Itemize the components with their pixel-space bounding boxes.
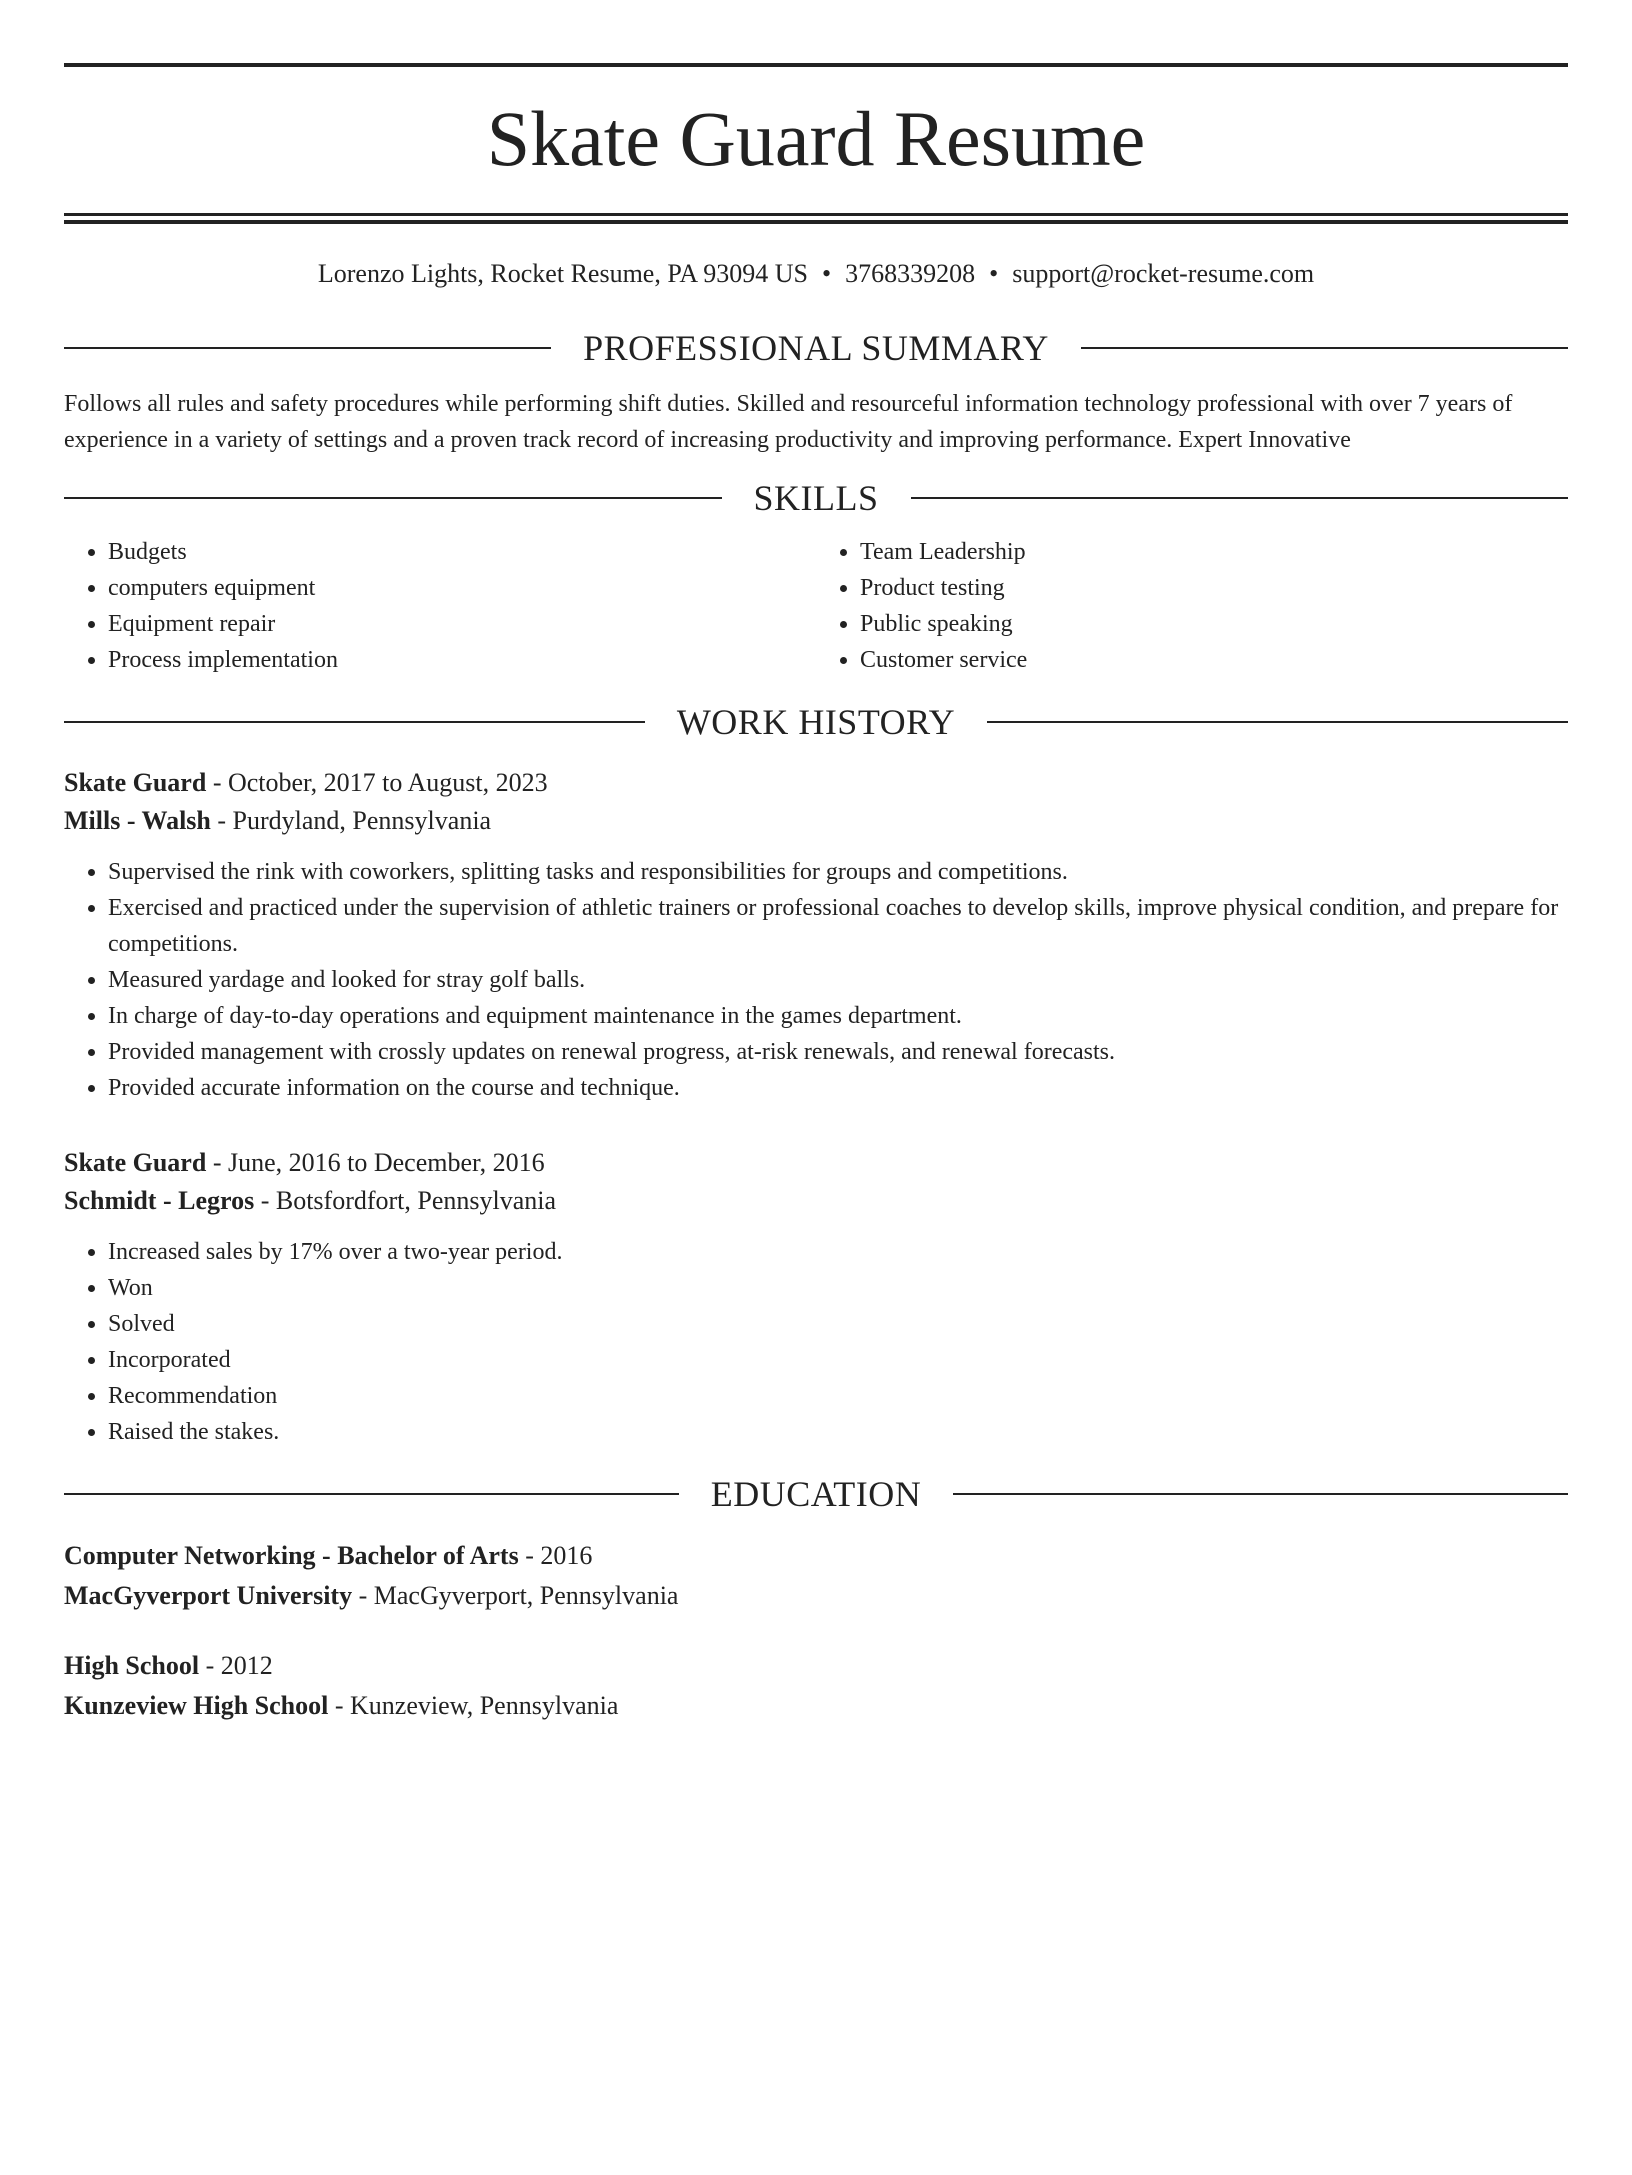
education-school-line <box>64 1686 1568 1726</box>
summary-text: Follows all rules and safety procedures while performing shift duties. Skilled and resourceful information technology professional with over 7 years of experience in a variety of settings and a proven track record of increasing productivity and improving performance. Expert Innovative <box>64 391 1513 453</box>
contact-separator: • <box>822 259 832 288</box>
job-bullet: • Solved <box>108 1306 1568 1342</box>
heading-rule-left <box>64 1493 679 1495</box>
education-school: MacGyverport University <box>64 1581 353 1610</box>
section-title-education: EDUCATION <box>710 1474 922 1514</box>
section-heading-skills <box>64 474 1568 522</box>
job-bullet: • Won <box>108 1270 1568 1306</box>
education-degree: High School <box>64 1651 200 1680</box>
heading-rule-right <box>953 1493 1568 1495</box>
education-year: - 2016 <box>518 1541 593 1570</box>
job-bullets <box>64 1234 1568 1450</box>
contact-separator: • <box>989 259 999 288</box>
skill-item: • Customer service <box>860 642 1568 678</box>
skill-item: • Process implementation <box>108 642 816 678</box>
education-location: - MacGyverport, Pennsylvania <box>352 1581 679 1610</box>
heading-rule-left <box>64 347 551 349</box>
job-entry <box>64 1144 1568 1450</box>
job-bullet: • Incorporated <box>108 1342 1568 1378</box>
heading-rule-left <box>64 721 645 723</box>
job-company-line <box>64 802 1568 840</box>
skill-item: • Team Leadership <box>860 534 1568 570</box>
contact-email[interactable]: support@rocket-resume.com <box>1012 259 1315 288</box>
heading-rule-right <box>911 497 1569 499</box>
resume-page <box>0 63 1632 2175</box>
title-double-rule <box>64 213 1568 224</box>
top-rule <box>64 63 1568 67</box>
heading-rule-right <box>987 721 1568 723</box>
skills-list-left <box>64 534 816 678</box>
education-school-line <box>64 1576 1568 1616</box>
education-location: - Kunzeview, Pennsylvania <box>328 1691 619 1720</box>
skills-list-right <box>816 534 1568 678</box>
section-title-skills: SKILLS <box>753 478 879 518</box>
education-entry <box>64 1646 1568 1726</box>
job-bullet: • Exercised and practiced under the supervision of athletic trainers or professional coaches to develop skills, improve physical condition, and prepare for competitions. <box>108 890 1568 962</box>
job-company: Schmidt - Legros <box>64 1186 255 1215</box>
job-bullet: • In charge of day-to-day operations and equipment maintenance in the games department. <box>108 998 1568 1034</box>
education-year: - 2012 <box>199 1651 273 1680</box>
resume-title: Skate Guard Resume <box>486 95 1146 182</box>
job-title-line <box>64 764 1568 802</box>
contact-phone[interactable]: 3768339208 <box>845 259 976 288</box>
job-company: Mills - Walsh <box>64 806 211 835</box>
contact-address: Lorenzo Lights, Rocket Resume, PA 93094 US <box>317 259 808 288</box>
job-title-line <box>64 1144 1568 1182</box>
job-bullet: • Recommendation <box>108 1378 1568 1414</box>
job-entry <box>64 764 1568 1106</box>
skill-item: • Budgets <box>108 534 816 570</box>
education-degree-line <box>64 1646 1568 1686</box>
skill-item: • Product testing <box>860 570 1568 606</box>
section-title-work: WORK HISTORY <box>676 702 956 742</box>
job-bullet: • Raised the stakes. <box>108 1414 1568 1450</box>
section-heading-education <box>64 1470 1568 1518</box>
job-title: Skate Guard <box>64 1148 207 1177</box>
job-bullets <box>64 854 1568 1106</box>
skill-item: • computers equipment <box>108 570 816 606</box>
job-location: - Purdyland, Pennsylvania <box>210 806 492 835</box>
job-bullet: • Provided accurate information on the course and technique. <box>108 1070 1568 1106</box>
education-entry <box>64 1536 1568 1616</box>
section-title-summary: PROFESSIONAL SUMMARY <box>583 328 1049 368</box>
section-heading-summary <box>64 324 1568 372</box>
education-school: Kunzeview High School <box>64 1691 329 1720</box>
skill-item: • Public speaking <box>860 606 1568 642</box>
job-bullet: • Provided management with crossly updates on renewal progress, at-risk renewals, and renewal forecasts. <box>108 1034 1568 1070</box>
job-location: - Botsfordfort, Pennsylvania <box>254 1186 557 1215</box>
job-title: Skate Guard <box>64 768 207 797</box>
job-bullet: • Supervised the rink with coworkers, splitting tasks and responsibilities for groups and competitions. <box>108 854 1568 890</box>
job-company-line <box>64 1182 1568 1220</box>
education-degree-line <box>64 1536 1568 1576</box>
education-degree: Computer Networking - Bachelor of Arts <box>64 1541 519 1570</box>
job-bullet: • Increased sales by 17% over a two-year period. <box>108 1234 1568 1270</box>
section-heading-work <box>64 698 1568 746</box>
skill-item: • Equipment repair <box>108 606 816 642</box>
job-dates: - June, 2016 to December, 2016 <box>206 1148 545 1177</box>
job-dates: - October, 2017 to August, 2023 <box>206 768 548 797</box>
contact-line <box>64 254 1568 294</box>
heading-rule-right <box>1081 347 1568 349</box>
job-bullet: • Measured yardage and looked for stray golf balls. <box>108 962 1568 998</box>
heading-rule-left <box>64 497 722 499</box>
skills-columns <box>64 534 1568 678</box>
